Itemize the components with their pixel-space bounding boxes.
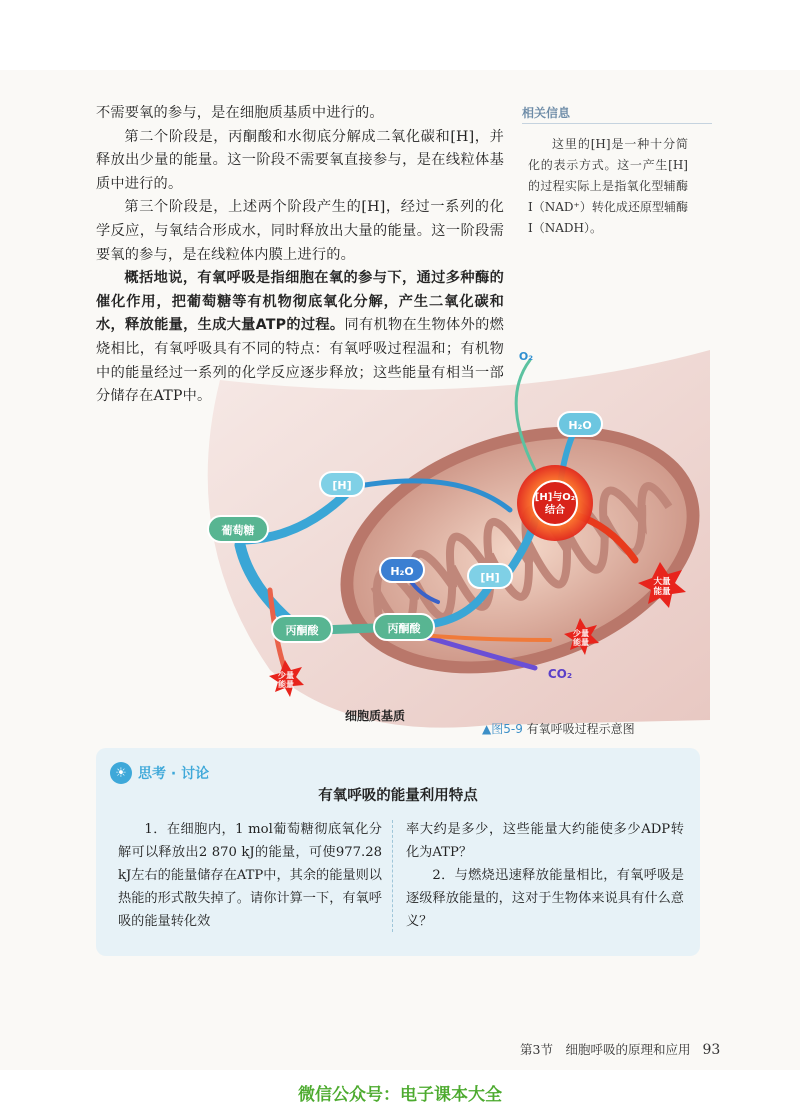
sidebar-body: 这里的[H]是一种十分简化的表示方式。这一产生[H]的过程实际上是指氧化型辅酶Ⅰ（NAD⁺）转化成还原型辅酶Ⅰ（NADH）。 (528, 137, 688, 235)
energy-large-l2: 能量 (653, 587, 671, 597)
think-header (110, 760, 209, 786)
definition-bold: 概括地说，有氧呼吸是指细胞在氧的参与下，通过多种酶的催化作用，把葡萄糖等有机物彻底氧化分解，产生二氧化碳和水，释放能量，生成大量ATP的过程。 (96, 270, 504, 334)
think-discuss-box (96, 748, 700, 956)
question-1-continued: 率大约是多少，这些能量大约能使多少ADP转化为ATP？ (406, 822, 684, 860)
paragraph-1: 不需要氧的参与，是在细胞质基质中进行的。 (96, 105, 384, 121)
energy-large-l1: 大量 (653, 577, 671, 587)
h2o-out-label: H₂O (568, 419, 592, 432)
aerobic-respiration-diagram (190, 340, 710, 740)
think-topic: 有氧呼吸的能量利用特点 (318, 788, 478, 804)
energy-small-2-l2: 能量 (573, 638, 589, 647)
question-2: 2．与燃烧迅速释放能量相比，有氧呼吸是逐级释放能量的，这对于生物体来说具有什么意义？ (406, 868, 684, 929)
section-title: 第3节 细胞呼吸的原理和应用 (520, 1042, 691, 1057)
think-label: 思考 · 讨论 (138, 766, 210, 782)
figure-caption (482, 720, 635, 737)
h-label-1: [H] (332, 479, 352, 492)
h2o-in-label: H₂O (390, 565, 414, 578)
figure-number: ▲图5-9 (482, 722, 523, 736)
h-label-2: [H] (480, 571, 500, 584)
cytoplasm-label: 细胞质基质 (344, 709, 406, 723)
watermark-text: 微信公众号：电子课本大全 (298, 1085, 502, 1105)
energy-small-2-l1: 少量 (573, 629, 589, 638)
page-number: 93 (702, 1042, 721, 1058)
combine-label-line1: [H]与O₂ (534, 492, 576, 503)
column-divider (392, 820, 393, 932)
glucose-label: 葡萄糖 (221, 524, 255, 537)
pyruvate-label-2: 丙酮酸 (387, 622, 421, 635)
question-1: 1．在细胞内，1 mol葡萄糖彻底氧化分解可以释放出2 870 kJ的能量，可使977.28 kJ左右的能量储存在ATP中，其余的能量则以热能的形式散失掉了。请你计算一下，有氧呼吸的能量转化效 (118, 822, 382, 929)
think-column-right (406, 818, 684, 933)
paragraph-2: 第二个阶段是，丙酮酸和水彻底分解成二氧化碳和[H]，并释放出少量的能量。这一阶段不需要氧直接参与，是在线粒体基质中进行的。 (96, 128, 504, 192)
combine-label-line2: 结合 (545, 505, 565, 516)
page-footer (520, 1040, 720, 1058)
o2-label: O₂ (518, 350, 534, 363)
paragraph-4-rest: 同有机物在生物体外的燃烧相比，有氧呼吸具有不同的特点：有氧呼吸过程温和；有机物中的能量经过一系列的化学反应逐步释放；这些能量有相当一部分储存在ATP中。 (96, 317, 504, 405)
lightbulb-icon: ☀ (110, 762, 132, 784)
co2-label: CO₂ (547, 667, 573, 681)
energy-small-1-l1: 少量 (278, 671, 294, 680)
sidebar-title: 相关信息 (522, 104, 712, 124)
energy-small-1-l2: 能量 (278, 680, 294, 689)
think-column-left (118, 818, 382, 933)
pyruvate-label-1: 丙酮酸 (285, 624, 319, 637)
figure-title: 有氧呼吸过程示意图 (526, 722, 635, 736)
paragraph-3: 第三个阶段是，上述两个阶段产生的[H]，经过一系列的化学反应，与氧结合形成水，同时释放出大量的能量。这一阶段需要氧的参与，是在线粒体内膜上进行的。 (96, 199, 504, 263)
related-info-sidebar (522, 104, 722, 239)
